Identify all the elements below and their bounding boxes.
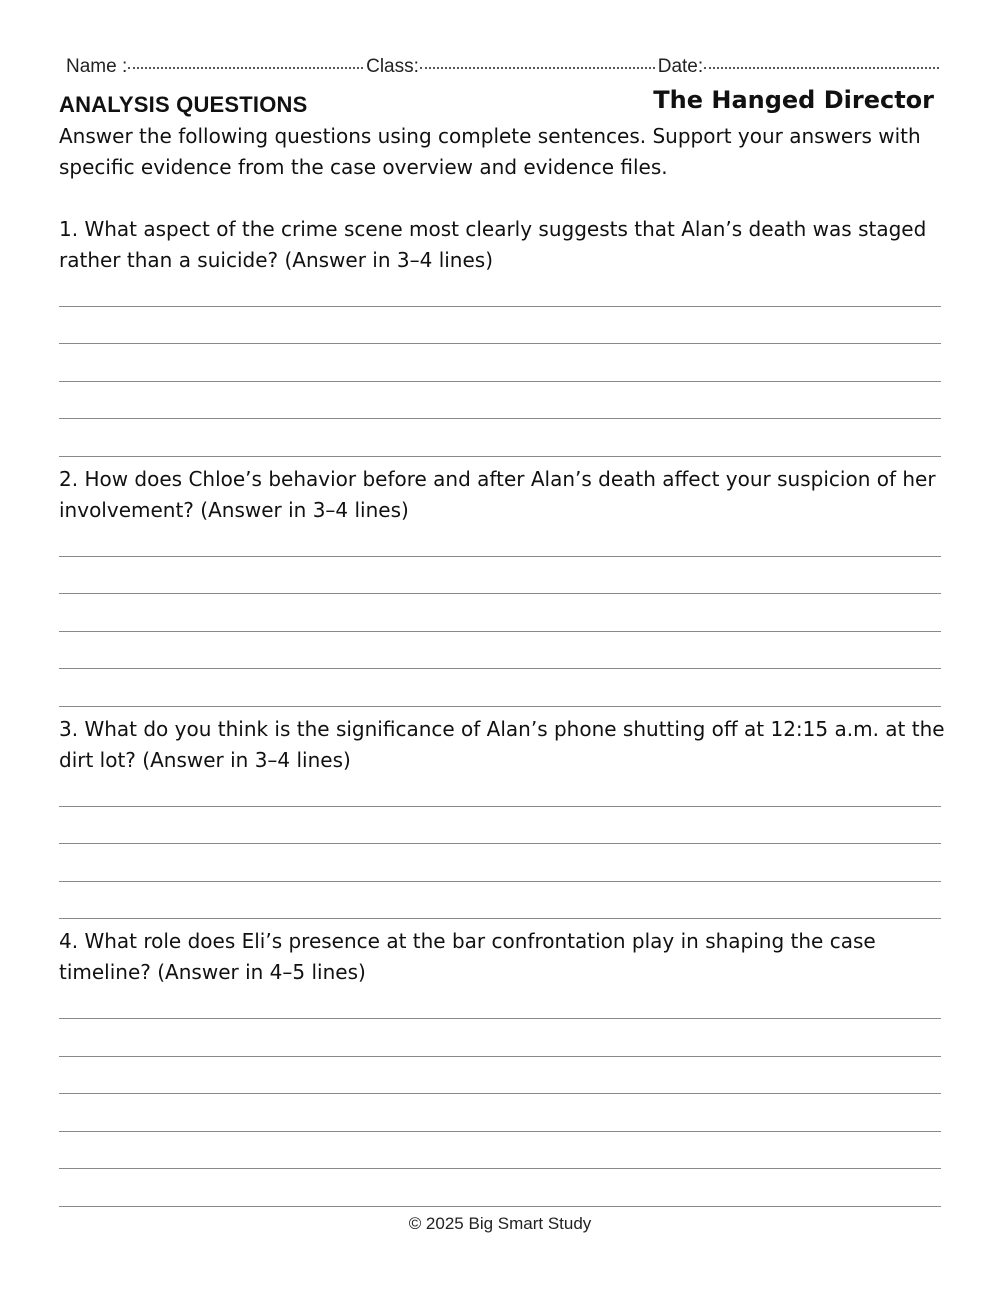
question-3: 3. What do you think is the significance of Alan’s phone shutting off at 12:15 a.m. at the dirt lot? (Answer in 3–4 lines) — [59, 717, 945, 772]
answer-line[interactable] — [59, 556, 941, 557]
answer-line[interactable] — [59, 706, 941, 707]
section-heading: ANALYSIS QUESTIONS — [59, 92, 308, 117]
answer-line[interactable] — [59, 1168, 941, 1169]
instructions: Answer the following questions using complete sentences. Support your answers with specific evidence from the case overview and evidence files. — [59, 124, 921, 179]
document-title: The Hanged Director — [653, 86, 934, 114]
answer-line[interactable] — [59, 843, 941, 844]
question-4: 4. What role does Eli’s presence at the bar confrontation play in shaping the case timeline? (Answer in 4–5 lines) — [59, 929, 876, 984]
class-field[interactable] — [420, 66, 655, 69]
name-field[interactable] — [128, 66, 363, 69]
answer-line[interactable] — [59, 631, 941, 632]
name-label: Name : — [66, 56, 128, 77]
answer-line[interactable] — [59, 881, 941, 882]
answer-line[interactable] — [59, 806, 941, 807]
answer-line[interactable] — [59, 593, 941, 594]
answer-line[interactable] — [59, 418, 941, 419]
answer-line[interactable] — [59, 343, 941, 344]
copyright-footer: © 2025 Big Smart Study — [408, 1214, 592, 1233]
answer-line[interactable] — [59, 1018, 941, 1019]
answer-line[interactable] — [59, 381, 941, 382]
class-label: Class: — [366, 56, 419, 77]
question-2: 2. How does Chloe’s behavior before and after Alan’s death affect your suspicion of her involvement? (Answer in 3–4 lines) — [59, 467, 936, 522]
answer-line[interactable] — [59, 456, 941, 457]
date-field[interactable] — [704, 66, 939, 69]
date-label: Date: — [657, 56, 704, 77]
answer-line[interactable] — [59, 306, 941, 307]
answer-line[interactable] — [59, 1131, 941, 1132]
answer-line[interactable] — [59, 1093, 941, 1094]
answer-line[interactable] — [59, 918, 941, 919]
answer-line[interactable] — [59, 1206, 941, 1207]
answer-line[interactable] — [59, 1056, 941, 1057]
student-info-row — [66, 56, 942, 80]
answer-line[interactable] — [59, 668, 941, 669]
question-1: 1. What aspect of the crime scene most clearly suggests that Alan’s death was staged rather than a suicide? (Answer in 3–4 lines) — [59, 217, 927, 272]
